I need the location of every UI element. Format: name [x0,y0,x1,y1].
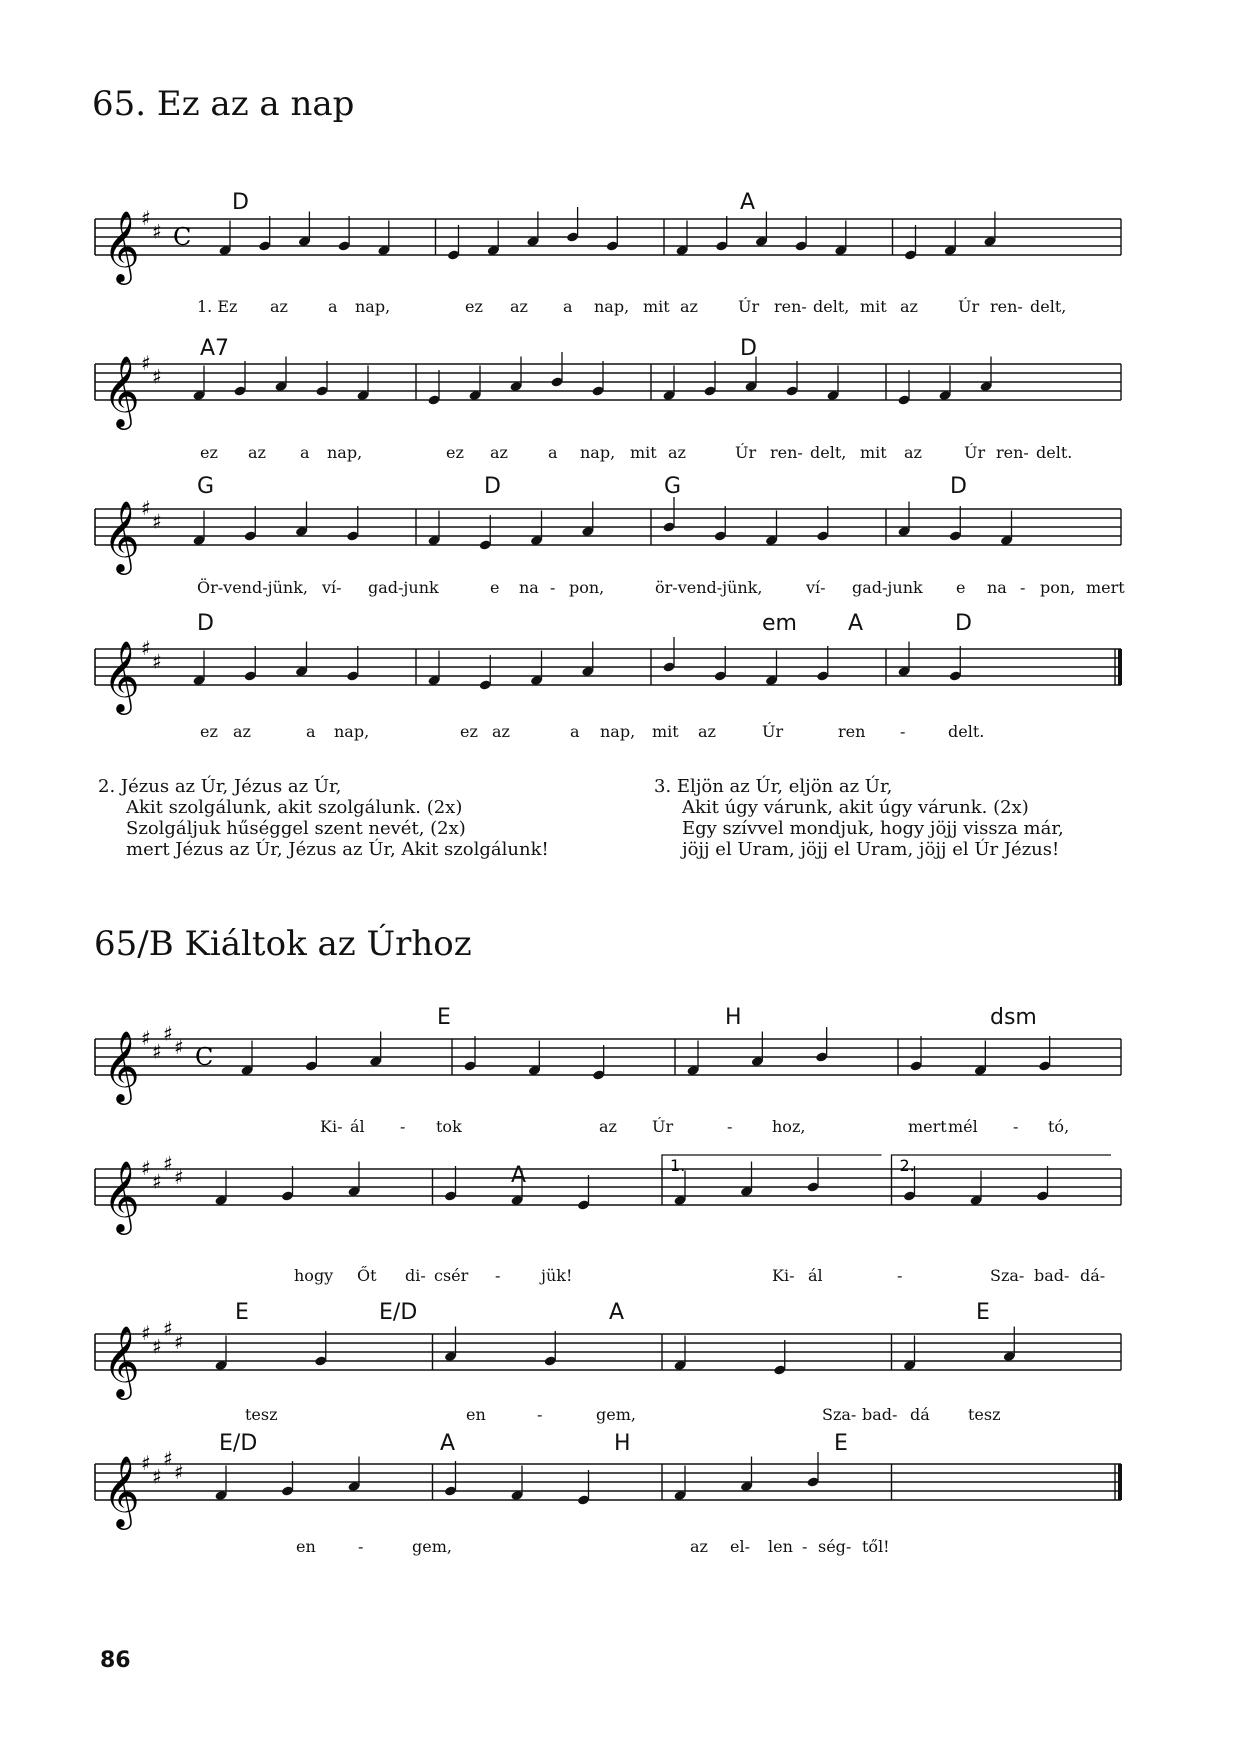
lyric-syllable: ren [838,722,866,741]
treble-clef-icon: 𝄞 [103,1029,140,1102]
lyric-syllable: az [492,722,510,741]
lyric-syllable: ez [446,443,464,462]
lyric-syllable: mél [948,1117,978,1136]
chord-symbol: E/D [379,1300,418,1325]
lyric-syllable: az [904,443,922,462]
lyric-syllable: Sza- [990,1266,1025,1285]
lyric-syllable: az [900,297,918,316]
lyric-syllable: ren- [990,297,1023,316]
lyric-syllable: nap, [594,297,630,316]
treble-clef-icon: 𝄞 [103,499,140,572]
chord-symbol: em [762,611,797,636]
lyric-syllable: mit [630,443,657,462]
lyric-syllable: gem, [412,1537,452,1556]
chord-symbol: E/D [219,1431,258,1456]
lyric-syllable: az [680,297,698,316]
sharp-icon: ♯ [163,1151,173,1176]
lyric-syllable: dá [910,1405,930,1424]
lyric-syllable: mit [643,297,670,316]
volta-label: 1. [670,1156,686,1175]
treble-clef-icon: 𝄞 [103,1159,140,1232]
lyric-syllable: a [548,443,558,462]
lyric-syllable: gem, [596,1405,636,1424]
page-number: 86 [100,1648,131,1673]
music-staff [95,1446,1135,1545]
lyric-syllable: bad- [1034,1266,1070,1285]
lyric-syllable: Úr [652,1117,674,1136]
treble-clef-icon: 𝄞 [103,1454,140,1527]
music-staff [95,635,1135,725]
sharp-icon: ♯ [174,1035,184,1059]
verse-line: jöjj el Uram, jöjj el Uram, jöjj el Úr Jézus! [682,839,1060,860]
lyric-syllable: tok [436,1117,462,1136]
sharp-icon: ♯ [141,1156,151,1180]
time-signature: C [173,223,192,251]
lyric-syllable: - [537,1405,543,1424]
sharp-icon: ♯ [141,206,151,230]
lyric-syllable: az [248,443,266,462]
lyric-syllable: Úr [762,722,784,741]
chord-symbol: E [235,1300,249,1325]
lyric-syllable: - [550,578,556,597]
chord-symbol: E [834,1431,848,1456]
lyric-syllable: pon, [1040,578,1076,597]
chord-symbol: E [437,1005,451,1030]
lyric-syllable: az [510,297,528,316]
chord-symbol: A [740,190,756,215]
lyric-syllable: mit [860,443,887,462]
lyric-syllable: mert [908,1117,947,1136]
lyric-syllable: ál [808,1266,823,1285]
sharp-icon: ♯ [174,1165,184,1189]
chord-symbol: D [232,190,249,215]
lyric-syllable: - [727,1117,733,1136]
lyric-syllable: na [519,578,539,597]
sharp-icon: ♯ [152,1039,162,1064]
lyric-syllable: ví- [806,578,826,597]
lyric-syllable: nap, [600,722,636,741]
lyric-syllable: tó, [1048,1117,1070,1136]
lyric-syllable: Úr [964,443,986,462]
lyric-syllable: tesz [245,1405,278,1424]
song-title: 65. Ez az a nap [92,84,355,124]
lyric-syllable: az [668,443,686,462]
chord-symbol: dsm [990,1005,1037,1030]
sharp-icon: ♯ [163,1021,173,1046]
lyric-syllable: hogy [294,1266,334,1285]
lyric-syllable: a [563,297,573,316]
final-barline [1118,649,1122,685]
chord-symbol: G [664,474,682,499]
verse-line: Szolgáljuk hűséggel szent nevét, (2x) [126,818,466,839]
lyric-syllable: ör-vend-jünk, [655,578,763,597]
lyric-syllable: 1. Ez [197,297,238,316]
lyric-syllable: Úr [958,297,980,316]
lyric-syllable: hoz, [772,1117,806,1136]
song-title: 65/B Kiáltok az Úrhoz [94,924,472,964]
lyric-syllable: Ör-vend-jünk, [197,578,308,597]
treble-clef-icon: 𝄞 [103,1324,140,1397]
lyric-syllable: - [400,1117,406,1136]
chord-symbol: H [614,1431,631,1456]
lyric-syllable: bad- [862,1405,898,1424]
lyric-syllable: Ki- [320,1117,343,1136]
lyric-syllable: Őt [357,1266,377,1285]
lyric-syllable: pon, [569,578,605,597]
lyric-syllable: - [1020,578,1026,597]
chord-symbol: D [950,474,967,499]
sharp-icon: ♯ [152,219,162,244]
time-signature: C [195,1043,214,1071]
music-staff [95,495,1135,585]
lyric-syllable: nap, [580,443,616,462]
lyric-syllable: delt, [810,443,847,462]
sharp-icon: ♯ [141,636,151,660]
lyric-syllable: delt, [1030,297,1067,316]
volta-bracket [892,1155,1112,1175]
chord-symbol: D [484,474,501,499]
lyric-syllable: a [328,297,338,316]
lyric-syllable: a [306,722,316,741]
lyric-syllable: az [233,722,251,741]
chord-symbol: A [511,1163,527,1188]
lyric-syllable: el- [730,1537,750,1556]
lyric-syllable: dá- [1080,1266,1106,1285]
lyric-syllable: mit [652,722,679,741]
lyric-syllable: ren- [774,297,807,316]
sharp-icon: ♯ [152,1169,162,1194]
lyric-syllable: - [897,1266,903,1285]
sharp-icon: ♯ [174,1460,184,1484]
lyric-syllable: ez [200,722,218,741]
sharp-icon: ♯ [152,1334,162,1359]
chord-symbol: A [609,1300,625,1325]
lyric-syllable: a [300,443,310,462]
lyric-syllable: - [802,1537,808,1556]
lyric-syllable: len [768,1537,793,1556]
verse-line: Eljön az Úr, eljön az Úr, [676,776,893,797]
sharp-icon: ♯ [141,351,151,375]
lyric-syllable: jük! [541,1266,573,1285]
lyric-syllable: Sza- [822,1405,857,1424]
lyric-syllable: az [490,443,508,462]
lyric-syllable: Úr [735,443,757,462]
music-staff [95,1151,1135,1265]
verse-2 [98,776,549,860]
lyric-syllable: delt. [948,722,985,741]
lyric-syllable: delt. [1036,443,1073,462]
sharp-icon: ♯ [152,649,162,674]
lyric-syllable: Úr [738,297,760,316]
lyric-syllable: az [690,1537,708,1556]
music-staff [95,1316,1135,1415]
verse-line: Jézus az Úr, Jézus az Úr, [120,776,342,797]
sharp-icon: ♯ [141,1026,151,1050]
chord-symbol: D [955,611,972,636]
sharp-icon: ♯ [152,1464,162,1489]
sharp-icon: ♯ [152,364,162,389]
lyric-syllable: gad-junk [368,578,439,597]
volta-bracket [662,1155,882,1175]
treble-clef-icon: 𝄞 [103,209,140,282]
lyric-syllable: mit [860,297,887,316]
sharp-icon: ♯ [141,1451,151,1475]
lyric-syllable: di- [405,1266,426,1285]
lyric-syllable: - [495,1266,501,1285]
verse-number: 3. [654,776,672,797]
sharp-icon: ♯ [141,496,151,520]
sharp-icon: ♯ [174,1330,184,1354]
lyric-syllable: Ki- [772,1266,795,1285]
lyric-syllable: ez [200,443,218,462]
lyric-syllable: től! [862,1537,890,1556]
verse-line: Akit úgy várunk, akit úgy várunk. (2x) [682,797,1029,818]
lyric-syllable: ál [350,1117,365,1136]
lyric-syllable: ren- [996,443,1029,462]
chord-symbol: D [740,336,757,361]
lyric-syllable: a [570,722,580,741]
lyric-syllable: - [1013,1117,1019,1136]
lyric-syllable: mert [1086,578,1125,597]
music-staff [95,350,1135,440]
lyric-syllable: nap, [355,297,391,316]
verse-line: mert Jézus az Úr, Jézus az Úr, Akit szolgálunk! [126,839,549,860]
lyric-syllable: ez [465,297,483,316]
lyric-syllable: - [900,722,906,741]
sharp-icon: ♯ [163,1316,173,1341]
chord-symbol: A7 [200,336,230,361]
lyric-syllable: delt, [813,297,850,316]
chord-symbol: H [725,1005,742,1030]
chord-symbol: D [197,611,214,636]
lyric-syllable: e [490,578,500,597]
chord-symbol: A [440,1431,456,1456]
volta-label: 2. [899,1156,915,1175]
chord-symbol: A [848,611,864,636]
music-staff [95,205,1135,295]
lyric-syllable: ren- [770,443,803,462]
sharp-icon: ♯ [152,509,162,534]
lyric-syllable: ez [460,722,478,741]
lyric-syllable: ség- [818,1537,852,1556]
lyric-syllable: az [698,722,716,741]
lyric-syllable: en [296,1537,316,1556]
verse-line: Egy szívvel mondjuk, hogy jöjj vissza már, [682,818,1064,839]
lyric-syllable: csér [434,1266,469,1285]
treble-clef-icon: 𝄞 [103,354,140,427]
lyric-syllable: nap, [334,722,370,741]
music-staff [95,1021,1135,1120]
lyric-syllable: ví- [322,578,342,597]
chord-symbol: E [976,1300,990,1325]
verse-3 [654,776,1064,860]
lyric-syllable: gad-junk [852,578,923,597]
treble-clef-icon: 𝄞 [103,639,140,712]
lyric-syllable: en [466,1405,486,1424]
lyric-syllable: na [987,578,1007,597]
lyric-syllable: - [358,1537,364,1556]
lyric-syllable: nap, [327,443,363,462]
verse-line: Akit szolgálunk, akit szolgálunk. (2x) [126,797,463,818]
final-barline [1118,1464,1122,1500]
lyric-syllable: e [956,578,966,597]
lyric-syllable: az [599,1117,617,1136]
lyric-syllable: az [270,297,288,316]
verse-number: 2. [98,776,116,797]
lyric-syllable: tesz [968,1405,1001,1424]
chord-symbol: G [197,474,215,499]
sharp-icon: ♯ [141,1321,151,1345]
sharp-icon: ♯ [163,1446,173,1471]
